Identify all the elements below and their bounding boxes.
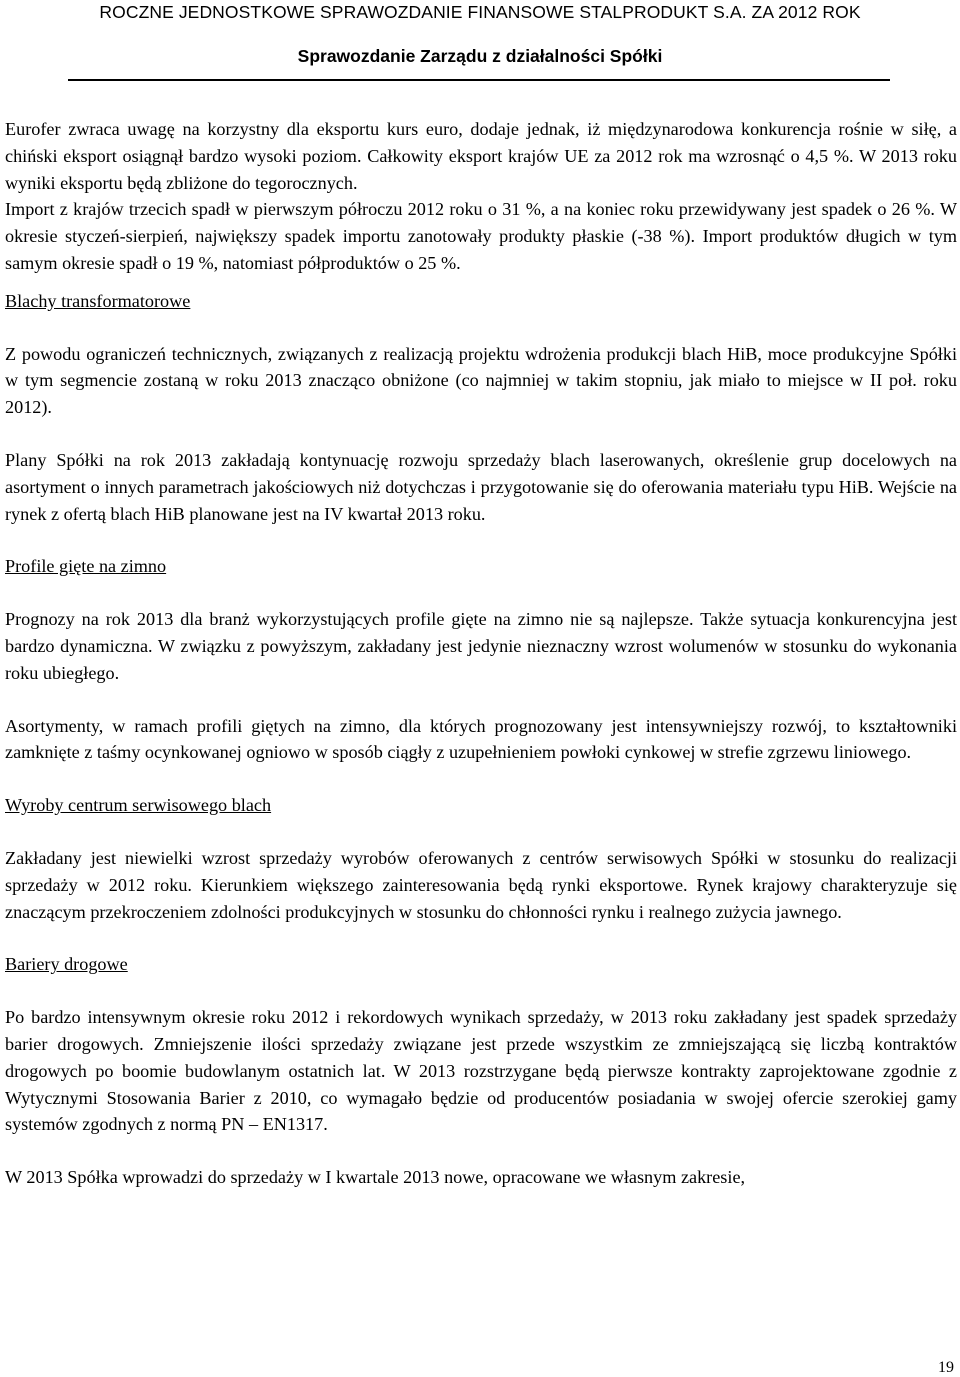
page-number: 19 (938, 1359, 954, 1376)
heading-profile-giete: Profile gięte na zimno (5, 556, 167, 577)
paragraph-profile-2: Asortymenty, w ramach profili giętych na zimno, dla których prognozowany jest intensywniejszy rozwój, to kształtowniki zamknięte z taśmy ocynkowanej ogniowo w sposób ciągły z uzupełnieniem powłoki cynkowej w strefie zgrzewu liniowego. (5, 715, 957, 763)
document-body (5, 116, 957, 1191)
paragraph-eurofer: Eurofer zwraca uwagę na korzystny dla eksportu kurs euro, dodaje jednak, iż międzynarodowa konkurencja rośnie w siłę, a chiński eksport osiągnął bardzo wysoki poziom. Całkowity eksport krajów UE za 2012 rok ma wzrosnąć o 4,5 %. W 2013 roku wyniki eksportu będą zbliżone do tegorocznych. (5, 119, 957, 193)
paragraph-blachy-1: Z powodu ograniczeń technicznych, związanych z realizacją projektu wdrożenia produkcji blach HiB, moce produkcyjne Spółki w tym segmencie zostaną w roku 2013 znacząco obniżone (co najmniej w takim stopniu, jak miało to miejsce w II poł. roku 2012). (5, 343, 957, 418)
document-header-title: ROCZNE JEDNOSTKOWE SPRAWOZDANIE FINANSOWE STALPRODUKT S.A. ZA 2012 ROK (99, 2, 861, 22)
paragraph-bariery-1: Po bardzo intensywnym okresie roku 2012 i rekordowych wynikach sprzedaży, w 2013 roku zakładany jest spadek sprzedaży barier drogowych. Zmniejszenie ilości sprzedaży związane jest przede wszystkim ze zmniejszającą się liczbą kontraktów drogowych po boomie budowlanym ostatnich lat. W 2013 rozstrzygane będą pierwsze kontrakty zaprojektowane zgodnie z Wytycznymi Stosowania Barier z 2010, co wymagało będzie od producentów posiadania w swojej ofercie szerokiej gamy systemów zgodnych z normą PN – EN1317. (5, 1007, 957, 1135)
document-header-subtitle: Sprawozdanie Zarządu z działalności Spółki (297, 46, 663, 66)
heading-blachy-transformatorowe: Blachy transformatorowe (5, 290, 191, 311)
heading-wyroby-centrum: Wyroby centrum serwisowego blach (5, 795, 272, 816)
paragraph-wyroby: Zakładany jest niewielki wzrost sprzedaży wyrobów oferowanych z centrów serwisowych Spółki w stosunku do realizacji sprzedaży w 2012 roku. Kierunkiem większego zainteresowania będą rynki eksportowe. Rynek krajowy charakteryzuje się znaczącym przekroczeniem zdolności produkcyjnych w stosunku do chłonności rynku i realnego zużycia jawnego. (5, 847, 957, 922)
paragraph-import: Import z krajów trzecich spadł w pierwszym półroczu 2012 roku o 31 %, a na koniec roku przewidywany jest spadek o 26 %. W okresie styczeń-sierpień, największy spadek importu zanotowały produkty płaskie (-38 %). Import produktów długich w tym samym okresie spadł o 19 %, natomiast półproduktów o 25 %. (5, 199, 957, 273)
paragraph-blachy-2: Plany Spółki na rok 2013 zakładają kontynuację rozwoju sprzedaży blach laserowanych, określenie grup docelowych na asortyment o innych parametrach jakościowych niż dotychczas i przygotowanie się do oferowania materiału typu HiB. Wejście na rynek z ofertą blach HiB planowane jest na IV kwartał 2013 roku. (5, 449, 957, 524)
heading-bariery-drogowe: Bariery drogowe (5, 954, 128, 975)
paragraph-profile-1: Prognozy na rok 2013 dla branż wykorzystujących profile gięte na zimno nie są najlepsze. Także sytuacja konkurencyjna jest bardzo dynamiczna. W związku z powyższym, zakładany jest jedynie nieznaczny wzrost wolumenów w stosunku do wykonania roku ubiegłego. (5, 609, 957, 683)
paragraph-bariery-2: W 2013 Spółka wprowadzi do sprzedaży w I kwartale 2013 nowe, opracowane we własnym zakresie, (5, 1167, 746, 1188)
header-divider (68, 79, 890, 81)
